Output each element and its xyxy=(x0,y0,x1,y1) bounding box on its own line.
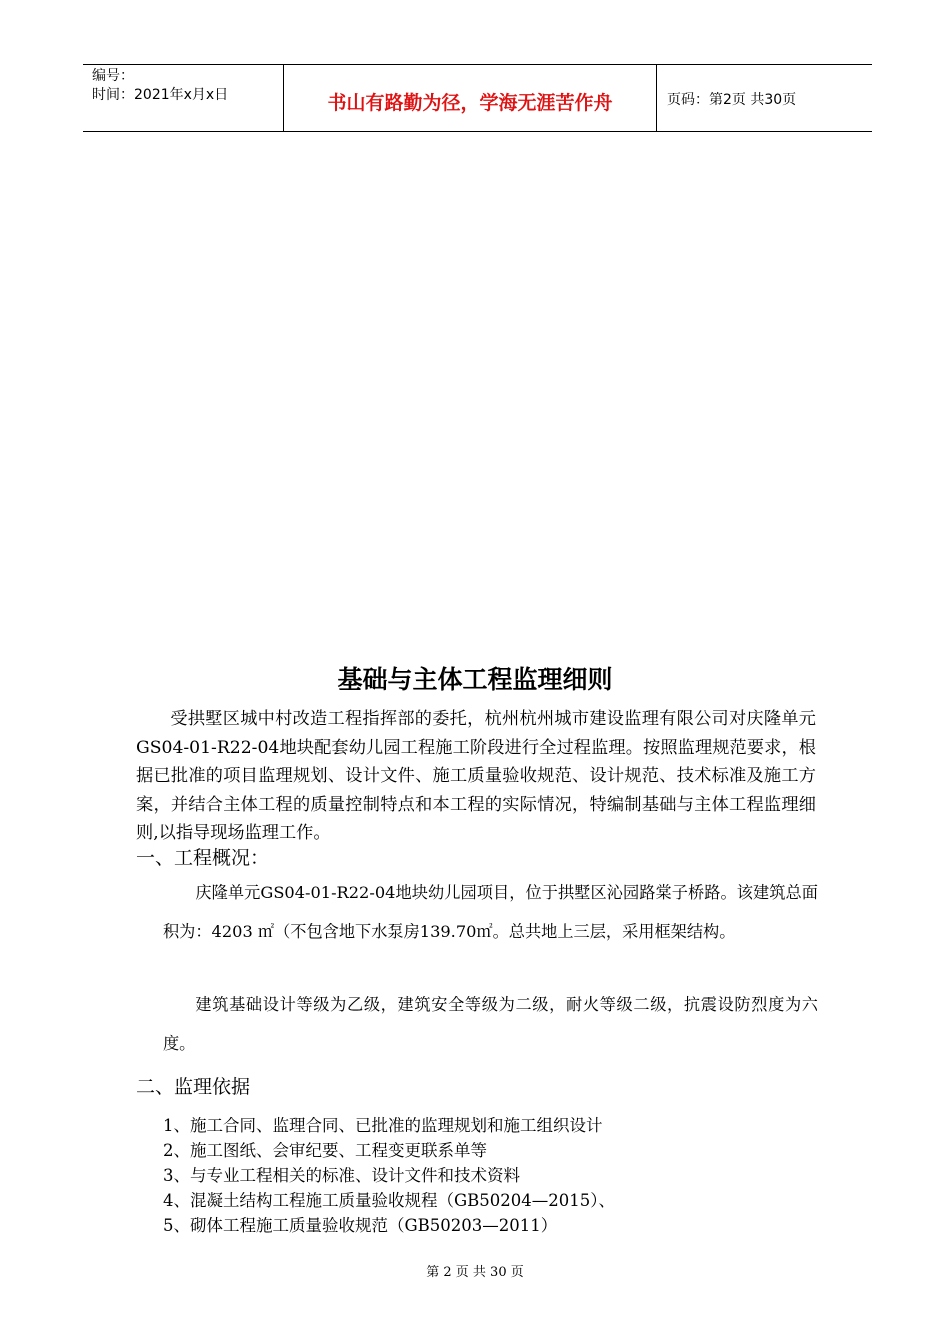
section1-paragraph-1: 庆隆单元GS04-01-R22-04地块幼儿园项目，位于拱墅区沁园路棠子桥路。该建筑总面积为：4203 ㎡（不包含地下水泵房139.70㎡。总共地上三层，采用框架结构。 xyxy=(163,883,818,941)
list-item: 3、与专业工程相关的标准、设计文件和技术资料 xyxy=(163,1166,520,1185)
list-item: 4、混凝土结构工程施工质量验收规程（GB50204—2015）、 xyxy=(163,1191,616,1210)
section1-paragraph-2: 建筑基础设计等级为乙级，建筑安全等级为二级，耐火等级二级，抗震设防烈度为六度。 xyxy=(163,995,818,1053)
header-top-rule xyxy=(83,64,872,65)
list-item: 2、施工图纸、会审纪要、工程变更联系单等 xyxy=(163,1141,487,1160)
section1-heading: 一、工程概况： xyxy=(136,847,270,869)
page-footer: 第 2 页 共 30 页 xyxy=(426,1265,524,1280)
header-number-label: 编号： xyxy=(92,68,134,84)
header-page-label: 页码：第2页 共30页 xyxy=(667,92,797,108)
basis-list xyxy=(163,1113,615,1238)
header-bottom-rule xyxy=(83,131,872,132)
document-title: 基础与主体工程监理细则 xyxy=(337,665,613,694)
list-item: 1、施工合同、监理合同、已批准的监理规划和施工组织设计 xyxy=(163,1116,603,1135)
header-date-label: 时间：2021年x月x日 xyxy=(92,87,229,103)
list-item: 5、砌体工程施工质量验收规范（GB50203—2011） xyxy=(163,1216,558,1235)
header-motto: 书山有路勤为径，学海无涯苦作舟 xyxy=(327,92,613,114)
section2-heading: 二、监理依据 xyxy=(136,1076,251,1098)
intro-paragraph: 受拱墅区城中村改造工程指挥部的委托，杭州杭州城市建设监理有限公司对庆隆单元GS04-01-R22-04地块配套幼儿园工程施工阶段进行全过程监理。按照监理规范要求，根据已批准的项目监理规划、设计文件、施工质量验收规范、设计规范、技术标准及施工方案，并结合主体工程的质量控制特点和本工程的实际情况，特编制基础与主体工程监理细则,以指导现场监理工作。 xyxy=(136,709,816,843)
header-divider-right xyxy=(656,64,657,131)
